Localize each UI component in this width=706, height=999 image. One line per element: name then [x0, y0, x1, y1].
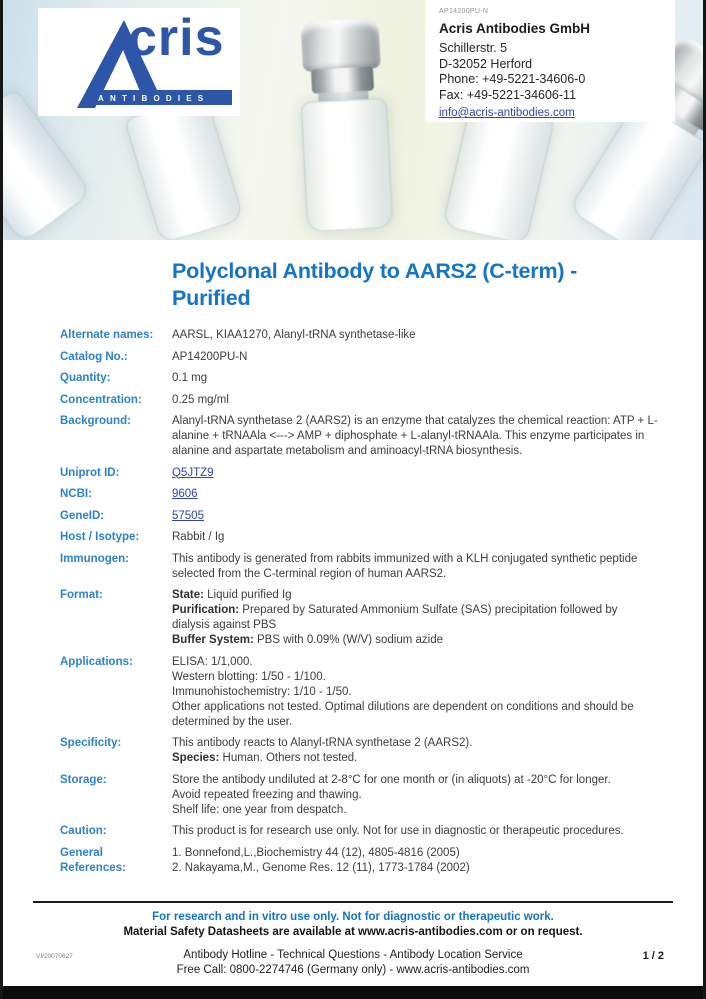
field-value-line [172, 700, 658, 730]
field-value-line [172, 414, 658, 459]
value-text: Avoid repeated freezing and thawing. [172, 788, 362, 801]
field-value-line [172, 824, 658, 839]
field-label: Caution: [60, 825, 107, 837]
value-text: Human. Others not tested. [219, 752, 358, 764]
field-value [172, 736, 658, 766]
table-row [60, 655, 658, 730]
value-text: AARSL, KIAA1270, Alanyl-tRNA synthetase-like [172, 329, 416, 341]
version-stamp: VI/20070627 [36, 953, 73, 960]
research-use-notice: For research and in vitro use only. Not for diagnostic or therapeutic work. [152, 911, 554, 923]
field-value [172, 487, 658, 502]
value-text: 0.1 mg [172, 372, 208, 384]
value-text: Prepared by Saturated Ammonium Sulfate (SAS) precipitation followed by dialysis against PBS [172, 604, 618, 631]
value-text: 0.25 mg/ml [172, 393, 229, 406]
field-label: Quantity: [60, 372, 111, 384]
field-value-line [172, 603, 658, 633]
value-text: Alanyl-tRNA synthetase 2 (AARS2) is an enzyme that catalyzes the chemical reaction: ATP + L-alanine + tRNAAla <---> AMP + diphosphate + L-alanyl-tRNAAla. This enzyme participates in alanine and aspartate metabolism and aminoacyl-tRNA biosynthesis. [172, 415, 658, 457]
field-label: Concentration: [60, 393, 142, 406]
address-city: D-32052 Herford [439, 56, 533, 71]
field-value [172, 588, 658, 648]
table-row [60, 773, 658, 818]
field-value-line [172, 751, 658, 766]
value-text: This antibody reacts to Alanyl-tRNA synthetase 2 (AARS2). [172, 737, 473, 749]
field-label: Uniprot ID: [60, 466, 120, 479]
table-row [60, 824, 658, 839]
value-text: ELISA: 1/1,000. [172, 655, 253, 668]
value-text: Rabbit / Ig [172, 531, 225, 543]
field-value [172, 530, 658, 545]
field-value [172, 509, 658, 524]
field-value-line [172, 846, 658, 861]
table-row [60, 736, 658, 766]
external-id-link[interactable]: Q5JTZ9 [172, 466, 214, 479]
footer-divider [33, 901, 673, 903]
field-value-line [172, 773, 658, 788]
value-bold-text: Species: [172, 752, 220, 764]
value-bold-text: State: [172, 589, 204, 601]
field-value [172, 552, 658, 582]
field-value [172, 655, 658, 730]
datasheet-body [0, 240, 706, 882]
spec-rows [60, 328, 658, 876]
field-value [172, 350, 658, 365]
field-value [172, 773, 658, 818]
external-id-link[interactable]: 9606 [172, 488, 198, 500]
msds-notice: Material Safety Datasheets are available at www.acris-antibodies.com or on request. [123, 926, 583, 938]
field-value-line [172, 487, 658, 502]
field-label: NCBI: [60, 488, 92, 500]
field-value-line [172, 328, 658, 343]
value-text: This antibody is generated from rabbits immunized with a KLH conjugated synthetic peptide selected from the C-terminal region of human AARS2. [172, 552, 638, 580]
value-text: This product is for research use only. Not for use in diagnostic or therapeutic procedures. [172, 825, 624, 837]
field-value-line [172, 350, 658, 365]
page-title: Polyclonal Antibody to AARS2 (C-term) - Purified [172, 259, 578, 310]
table-row [60, 393, 658, 408]
field-label: GeneID: [60, 509, 105, 522]
email-link[interactable]: info@acris-antibodies.com [439, 107, 575, 119]
page-number: 1 / 2 [642, 950, 664, 962]
value-text: Other applications not tested. Optimal dilutions are dependent on conditions and should be determined by the user. [172, 700, 634, 728]
page-footer [0, 901, 706, 986]
field-value-line [172, 655, 658, 670]
field-label: Catalog No.: [60, 350, 128, 363]
field-label: Storage: [60, 773, 107, 786]
field-label: Immunogen: [60, 552, 129, 565]
acris-logo-wordmark: cris [128, 9, 225, 67]
table-row [60, 846, 658, 876]
field-label: Specificity: [60, 737, 122, 749]
table-row [60, 371, 658, 386]
field-value [172, 328, 658, 343]
table-row [60, 530, 658, 545]
field-value [172, 824, 658, 839]
field-value [172, 466, 658, 481]
field-label: General References: [60, 846, 126, 874]
field-value-line [172, 685, 658, 700]
free-call-line: Free Call: 0800-2274746 (Germany only) - www.acris-antibodies.com [176, 964, 530, 976]
field-value-line [172, 466, 658, 481]
field-value-line [172, 588, 658, 603]
hotline-line: Antibody Hotline - Technical Questions - Antibody Location Service [183, 949, 523, 961]
field-value-line [172, 788, 658, 803]
field-value-line [172, 736, 658, 751]
external-id-link[interactable]: 57505 [172, 509, 204, 522]
fax-number: Fax: +49-5221-34606-11 [439, 87, 577, 102]
value-text: Store the antibody undiluted at 2-8°C for one month or (in aliquots) at -20°C for longer. [172, 773, 611, 786]
field-value-line [172, 393, 658, 408]
header-photo-band [0, 0, 706, 240]
vial-photo [294, 18, 395, 237]
field-label: Background: [60, 415, 131, 427]
field-value-line [172, 509, 658, 524]
field-value-line [172, 670, 658, 685]
table-row [60, 487, 658, 502]
field-value-line [172, 371, 658, 386]
company-contact-block [425, 0, 675, 122]
address-street: Schillerstr. 5 [439, 41, 508, 55]
field-label: Alternate names: [60, 329, 154, 341]
value-text: PBS with 0.09% (W/V) sodium azide [253, 634, 443, 646]
field-label: Applications: [60, 655, 133, 668]
value-text: AP14200PU-N [172, 350, 248, 363]
field-value [172, 846, 658, 876]
table-row [60, 552, 658, 582]
field-label: Format: [60, 589, 103, 601]
table-row [60, 414, 658, 459]
table-row [60, 588, 658, 648]
field-value [172, 414, 658, 459]
table-row [60, 350, 658, 365]
value-text: Immunohistochemistry: 1/10 - 1/50. [172, 685, 352, 698]
phone-number: Phone: +49-5221-34606-0 [439, 72, 586, 86]
field-label: Host / Isotype: [60, 531, 140, 543]
table-row [60, 466, 658, 481]
field-value-line [172, 552, 658, 582]
field-value-line [172, 803, 658, 818]
field-value-line [172, 633, 658, 648]
value-text: Western blotting: 1/50 - 1/100. [172, 670, 326, 683]
acris-logo [38, 8, 240, 116]
field-value-line [172, 530, 658, 545]
field-value-line [172, 861, 658, 876]
value-text: 1. Bonnefond,L.,Biochemistry 44 (12), 4805-4816 (2005) [172, 846, 460, 859]
field-value [172, 371, 658, 386]
table-row [60, 509, 658, 524]
value-text: 2. Nakayama,M., Genome Res. 12 (11), 1773-1784 (2002) [172, 861, 470, 874]
value-text: Shelf life: one year from despatch. [172, 803, 347, 816]
company-name: Acris Antibodies GmbH [439, 21, 591, 36]
field-value [172, 393, 658, 408]
acris-logo-antibodies-label: ANTIBODIES [98, 94, 210, 103]
value-text: Liquid purified Ig [203, 589, 292, 601]
value-bold-text: Buffer System: [172, 634, 254, 646]
table-row [60, 328, 658, 343]
value-bold-text: Purification: [172, 604, 240, 616]
bottom-black-bar [0, 986, 706, 999]
catalog-ref-small: AP14200PU-N [439, 8, 489, 15]
